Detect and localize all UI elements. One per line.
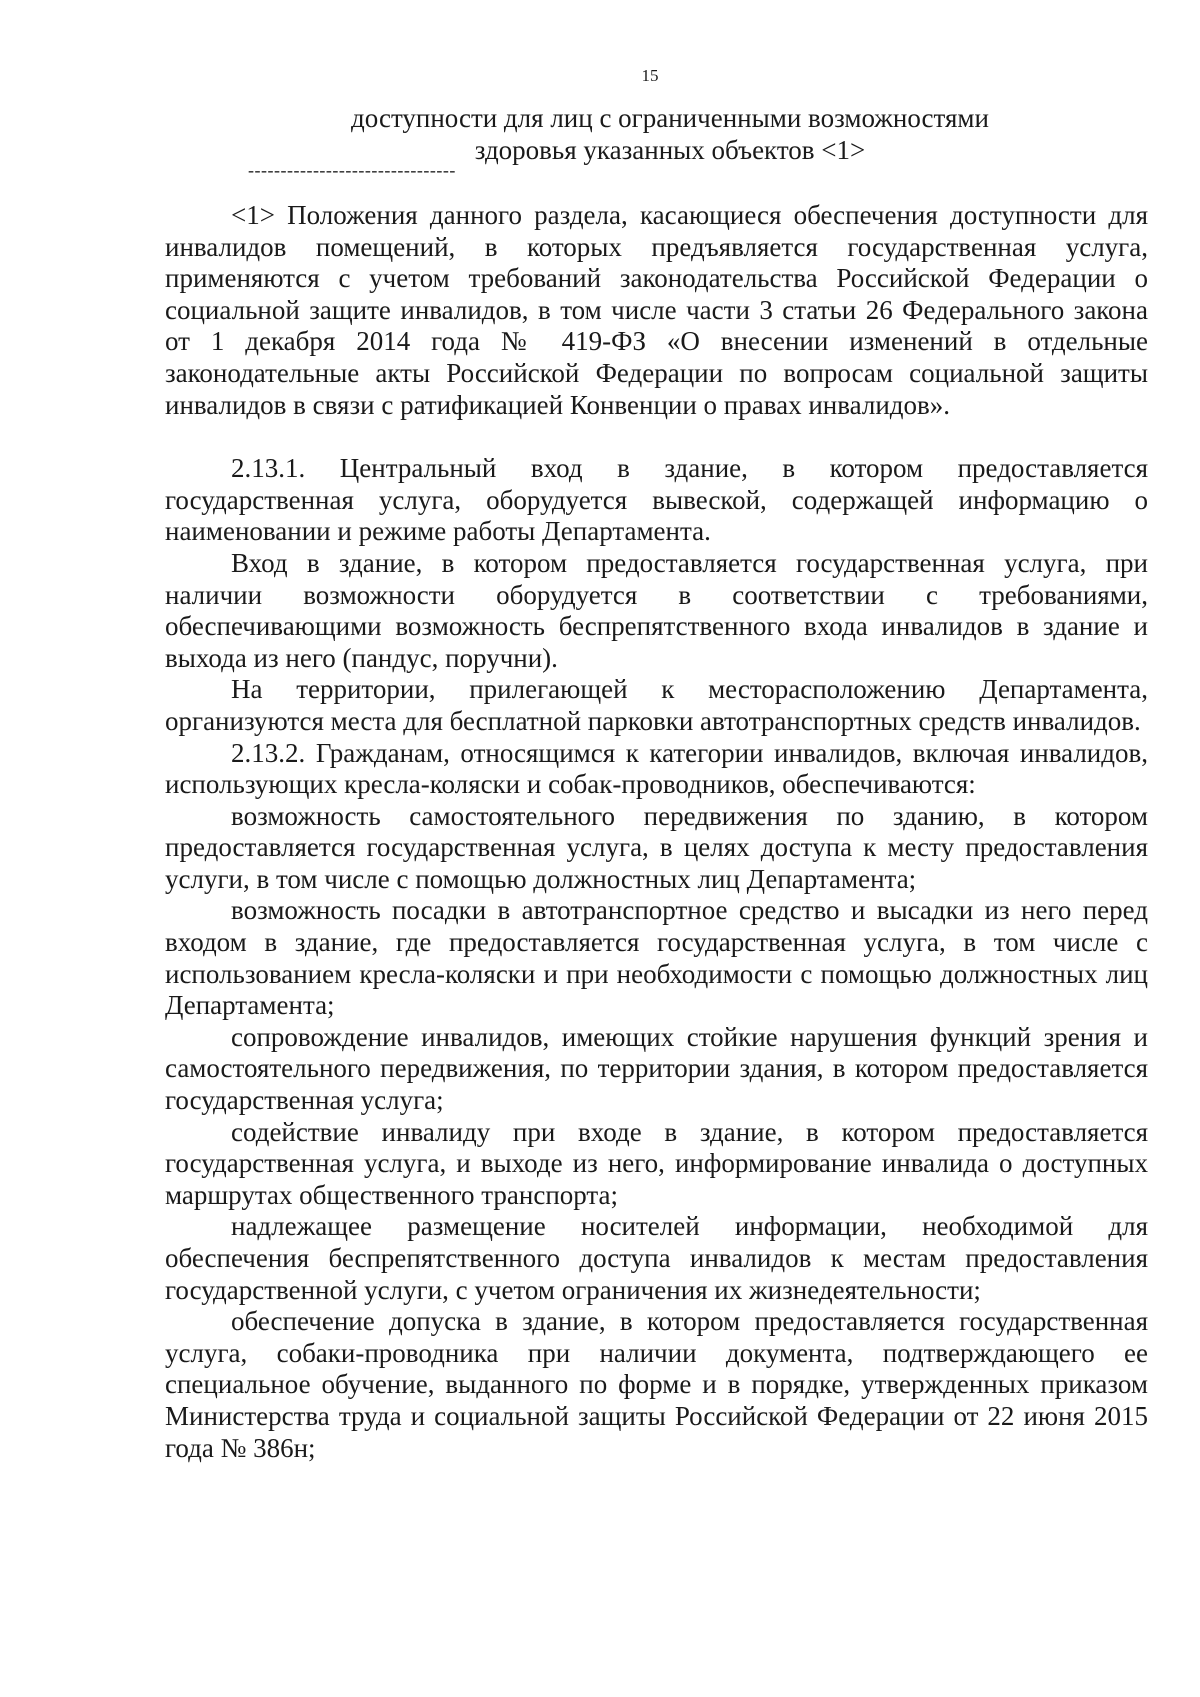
paragraph-2-13-2: 2.13.2. Гражданам, относящимся к категории инвалидов, включая инвалидов, использующих кресла-коляски и собак-проводников, обеспечиваются: <box>165 737 1148 800</box>
document-body <box>165 200 1148 1464</box>
list-item-information-placement: надлежащее размещение носителей информации, необходимой для обеспечения беспрепятственного доступа инвалидов к местам предоставления государственной услуги, с учетом ограничения их жизнедеятельности; <box>165 1211 1148 1305</box>
page-number: 15 <box>641 66 659 85</box>
footnote-separator: -------------------------------- <box>248 160 456 180</box>
list-item-movement: возможность самостоятельного передвижения по зданию, в котором предоставляется государственная услуга, в целях доступа к месту предоставления услуги, в том числе с помощью должностных лиц Департамента; <box>165 800 1148 894</box>
paragraph-entrance-equipment: Вход в здание, в котором предоставляется государственная услуга, при наличии возможности оборудуется в соответствии с требованиями, обеспечивающими возможность беспрепятственного входа инвалидов в здание и выхода из него (пандус, поручни). <box>165 547 1148 673</box>
heading-line-1: доступности для лиц с ограниченными возможностями <box>351 103 989 133</box>
list-item-guide-dog: обеспечение допуска в здание, в котором предоставляется государственная услуга, собаки-проводника при наличии документа, подтверждающего ее специальное обучение, выданного по форме и в порядке, утвержденных приказом Министерства труда и социальной защиты Российской Федерации от 22 июня 2015 года № 386н; <box>165 1306 1148 1463</box>
paragraph-parking: На территории, прилегающей к месторасположению Департамента, организуются места для бесплатной парковки автотранспортных средств инвалидов. <box>165 674 1148 736</box>
list-item-boarding: возможность посадки в автотранспортное средство и высадки из него перед входом в здание, где предоставляется государственная услуга, в том числе с использованием кресла-коляски и при необходимости с помощью должностных лиц Департамента; <box>165 895 1148 1021</box>
section-heading <box>170 102 1170 166</box>
list-item-assistance: содействие инвалиду при входе в здание, в котором предоставляется государственная услуга, и выходе из него, информирование инвалида о доступных маршрутах общественного транспорта; <box>165 1116 1148 1210</box>
heading-line-2: здоровья указанных объектов <1> <box>474 135 866 165</box>
list-item-escort: сопровождение инвалидов, имеющих стойкие нарушения функций зрения и самостоятельного передвижения, по территории здания, в котором предоставляется государственная услуга; <box>165 1021 1148 1116</box>
paragraph-2-13-1: 2.13.1. Центральный вход в здание, в котором предоставляется государственная услуга, оборудуется вывеской, содержащей информацию о наименовании и режиме работы Департамента. <box>165 453 1148 547</box>
footnote-paragraph: <1> Положения данного раздела, касающиеся обеспечения доступности для инвалидов помещений, в которых предъявляется государственная услуга, применяются с учетом требований законодательства Российской Федерации о социальной защите инвалидов, в том числе части 3 статьи 26 Федерального закона от 1 декабря 2014 года № 419-ФЗ «О внесении изменений в отдельные законодательные акты Российской Федерации по вопросам социальной защиты инвалидов в связи с ратификацией Конвенции о правах инвалидов». <box>165 200 1148 420</box>
